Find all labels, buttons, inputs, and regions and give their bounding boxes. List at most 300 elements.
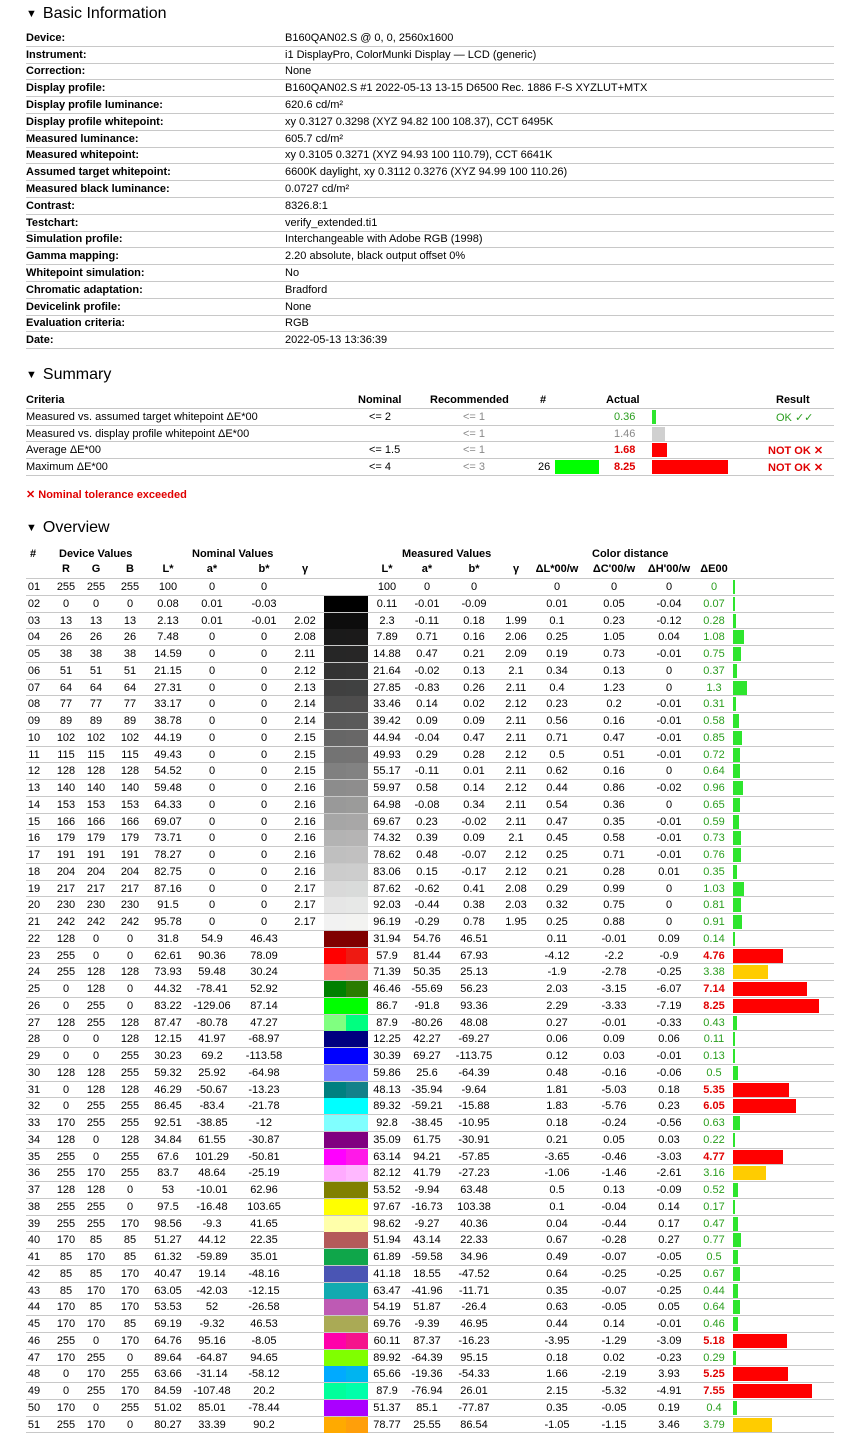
summary-heading[interactable]: ▼ Summary [26, 366, 112, 383]
measured-swatch [346, 864, 368, 880]
row-value: 128 [86, 1066, 106, 1079]
row-value: 94.21 [413, 1150, 441, 1163]
row-number: 25 [27, 983, 41, 995]
collapse-triangle-icon[interactable]: ▼ [26, 522, 37, 534]
row-number: 03 [27, 614, 41, 627]
row-value: 217 [86, 882, 106, 895]
row-value: 51.02 [154, 1401, 182, 1414]
overview-row [26, 780, 834, 797]
row-value: 0.16 [603, 715, 625, 727]
group-header-cell: Measured Values [402, 548, 492, 560]
row-value: 230 [86, 899, 106, 912]
row-value: 0.47 [603, 731, 625, 744]
row-value: 0.71 [546, 731, 568, 744]
row-value: 1.05 [603, 631, 625, 644]
row-value: 98.62 [373, 1217, 401, 1230]
row-value: 0 [208, 681, 216, 694]
row-value: 89.64 [154, 1351, 182, 1364]
row-value: 140 [56, 782, 76, 794]
column-header-cell: R [62, 563, 70, 575]
row-value: -13.23 [248, 1083, 280, 1096]
info-value: None [285, 65, 312, 78]
row-value: 18.55 [413, 1267, 441, 1280]
row-value: 0 [62, 1368, 70, 1381]
row-value: 0 [260, 581, 268, 593]
row-value: -0.09 [461, 597, 487, 610]
nominal-swatch [324, 864, 346, 880]
row-number: 42 [27, 1267, 41, 1280]
row-value: -12 [256, 1117, 272, 1129]
row-value: 13 [89, 614, 103, 627]
delta-bar [733, 664, 737, 678]
delta-bar [733, 982, 807, 996]
row-value: -16.48 [196, 1200, 228, 1213]
row-value: 44.32 [154, 983, 182, 995]
row-value: 40.47 [154, 1267, 182, 1280]
row-value: 191 [86, 849, 106, 861]
row-value: 67.6 [157, 1150, 179, 1163]
row-value: -0.33 [656, 1016, 682, 1029]
row-value: 85 [89, 1234, 103, 1247]
info-label: Measured luminance: [26, 132, 139, 145]
info-label: Testchart: [26, 216, 79, 229]
row-value: -8.05 [251, 1334, 277, 1347]
row-value: 0.37 [703, 664, 725, 677]
row-value: -129.06 [193, 999, 231, 1012]
delta-bar [733, 681, 747, 695]
row-value: 0.18 [546, 1351, 568, 1364]
info-value: i1 DisplayPro, ColorMunki Display — LCD (generic) [285, 48, 537, 61]
row-value: -0.06 [656, 1066, 682, 1079]
row-value: 255 [120, 1150, 140, 1163]
row-value: -0.01 [656, 648, 682, 660]
row-value: 85 [89, 1301, 103, 1314]
row-value: 128 [120, 1016, 140, 1029]
row-value: 0.02 [603, 1351, 625, 1364]
row-value: 128 [86, 1083, 106, 1096]
row-value: 85 [59, 1267, 73, 1280]
measured-swatch [346, 1400, 368, 1416]
column-header-cell: b* [468, 563, 480, 575]
row-value: 51.94 [373, 1234, 401, 1247]
row-value: 54.52 [154, 765, 182, 778]
row-value: 19.14 [198, 1267, 226, 1280]
row-value: 0 [92, 1050, 100, 1062]
row-value: 0.23 [658, 1100, 680, 1113]
row-value: -0.01 [656, 849, 682, 861]
row-value: 0.85 [703, 731, 725, 744]
row-number: 29 [27, 1050, 41, 1062]
row-value: -5.03 [601, 1083, 627, 1096]
row-value: 0.03 [603, 1050, 625, 1062]
row-value: 0.14 [463, 782, 485, 794]
row-value: 0 [260, 731, 268, 744]
row-value: 0 [260, 916, 268, 928]
row-value: -1.9 [547, 966, 567, 979]
row-value: 0 [423, 581, 431, 593]
row-value: 53.53 [154, 1301, 182, 1314]
measured-swatch [346, 1199, 368, 1215]
measured-swatch [346, 613, 368, 629]
row-value: -0.04 [656, 597, 682, 610]
row-value: -30.87 [248, 1133, 280, 1146]
row-value: 255 [86, 1016, 106, 1029]
row-value: -0.02 [656, 782, 682, 794]
info-label: Gamma mapping: [26, 250, 119, 263]
basic-info-heading[interactable]: ▼ Basic Information [26, 5, 167, 22]
measured-swatch [346, 1316, 368, 1332]
row-value: -0.23 [656, 1351, 682, 1364]
row-value: 21.64 [373, 664, 401, 677]
info-value: 6600K daylight, xy 0.3112 0.3276 (XYZ 94.99 100 110.26) [285, 166, 568, 179]
measured-swatch [346, 814, 368, 830]
row-value: 0.05 [603, 597, 625, 610]
info-row [26, 215, 834, 232]
summary-row [26, 442, 834, 459]
row-value: -47.52 [458, 1267, 490, 1280]
measured-swatch [346, 1417, 368, 1433]
row-value: 217 [120, 882, 140, 895]
collapse-triangle-icon[interactable]: ▼ [26, 8, 37, 20]
row-number: 51 [27, 1418, 41, 1431]
info-label: Correction: [26, 65, 86, 78]
row-value: -69.27 [458, 1033, 490, 1046]
row-value: -42.03 [196, 1284, 228, 1297]
delta-bar [733, 1183, 738, 1197]
row-value: 2.16 [294, 865, 316, 878]
delta-bar [733, 932, 735, 946]
overview-row [26, 897, 834, 914]
row-value: 0.01 [463, 765, 485, 778]
row-value: -12.15 [248, 1284, 280, 1297]
row-value: 170 [56, 1401, 76, 1414]
row-value: 64 [123, 681, 137, 694]
measured-swatch [346, 981, 368, 997]
row-value: 5.25 [703, 1368, 725, 1381]
row-value: 2.17 [294, 882, 316, 895]
overview-row [26, 1015, 834, 1032]
row-value: 30.23 [154, 1050, 182, 1062]
row-value: 0.35 [546, 1401, 568, 1414]
row-value: 0 [126, 1418, 134, 1431]
row-value: 59.48 [198, 966, 226, 979]
nominal-swatch [324, 1199, 346, 1215]
summary-header-cell: Nominal [358, 394, 402, 406]
nominal-swatch [324, 1048, 346, 1064]
overview-row [26, 1232, 834, 1249]
row-value: 255 [120, 1117, 140, 1129]
row-number: 22 [27, 932, 41, 945]
row-value: 86.45 [154, 1100, 182, 1113]
info-value: 2022-05-13 13:36:39 [285, 334, 388, 347]
delta-bar [733, 697, 736, 711]
delta-bar [733, 1150, 783, 1164]
row-value: 0 [260, 849, 268, 861]
delta-bar [733, 580, 735, 594]
row-value: 0 [126, 999, 134, 1012]
row-value: 230 [56, 899, 76, 912]
row-value: 59.86 [373, 1066, 401, 1079]
row-value: 255 [120, 1401, 140, 1414]
row-value: 2.1 [508, 664, 524, 677]
row-value: 128 [120, 1083, 140, 1096]
row-number: 16 [27, 832, 41, 845]
measured-swatch [346, 964, 368, 980]
overview-row [26, 596, 834, 613]
row-value: 13 [59, 614, 73, 627]
row-value: 4.76 [703, 949, 725, 962]
row-value: 3.38 [703, 966, 725, 979]
overview-row [26, 1350, 834, 1367]
measured-swatch [346, 998, 368, 1014]
row-value: 166 [120, 815, 140, 828]
summary-recommended: <= 1 [463, 444, 486, 457]
row-value: 128 [120, 765, 140, 778]
measured-swatch [346, 1132, 368, 1148]
row-value: 0.18 [658, 1083, 680, 1096]
row-value: 2.08 [294, 631, 316, 644]
row-number: 45 [27, 1318, 41, 1330]
row-value: 25.6 [416, 1066, 438, 1079]
nominal-swatch [324, 713, 346, 729]
row-value: 57.9 [376, 949, 398, 962]
row-value: -19.36 [411, 1368, 443, 1381]
measured-swatch [346, 596, 368, 612]
row-value: 2.15 [294, 765, 316, 778]
row-value: 102 [56, 731, 76, 744]
row-number: 46 [27, 1334, 41, 1347]
row-value: -16.73 [411, 1200, 443, 1213]
row-value: 0 [126, 983, 134, 995]
row-value: 2.15 [294, 748, 316, 761]
row-value: 2.11 [505, 815, 527, 828]
row-number: 41 [27, 1251, 41, 1263]
row-value: 61.75 [413, 1133, 441, 1146]
row-number: 21 [27, 916, 41, 928]
group-header-cell: Device Values [59, 548, 133, 560]
row-value: 255 [56, 966, 76, 979]
measured-swatch [346, 1232, 368, 1248]
row-value: 0.75 [603, 899, 625, 912]
overview-column-header [26, 562, 834, 579]
row-value: 230 [120, 899, 140, 912]
row-value: 0.58 [703, 715, 725, 727]
nominal-swatch [324, 613, 346, 629]
delta-bar [733, 1284, 738, 1298]
row-value: 0.48 [546, 1066, 568, 1079]
overview-row [26, 981, 834, 998]
row-value: 0.34 [546, 664, 568, 677]
row-value: 2.12 [505, 865, 527, 878]
row-value: 69.2 [201, 1050, 223, 1062]
row-value: 0.41 [463, 882, 485, 895]
info-value: B160QAN02.S #1 2022-05-13 13-15 D6500 Rec. 1886 F-S XYZLUT+MTX [285, 82, 648, 95]
info-label: Measured whitepoint: [26, 149, 140, 162]
row-value: 46.43 [250, 932, 278, 945]
row-value: 83.7 [157, 1167, 179, 1180]
row-number: 50 [27, 1401, 41, 1414]
row-value: 0.54 [546, 798, 568, 811]
row-value: 1.3 [706, 681, 722, 694]
row-value: 73.71 [154, 832, 182, 845]
measured-swatch [346, 797, 368, 813]
nominal-swatch [324, 847, 346, 863]
collapse-triangle-icon[interactable]: ▼ [26, 369, 37, 381]
row-number: 30 [27, 1066, 41, 1079]
row-value: 191 [56, 849, 76, 861]
row-value: 0.11 [703, 1033, 725, 1046]
summary-result: OK ✓✓ [776, 411, 814, 424]
row-value: 26 [59, 631, 73, 644]
row-value: 77 [123, 698, 137, 711]
row-value: -107.48 [193, 1385, 231, 1397]
delta-bar [733, 898, 741, 912]
row-value: 128 [86, 983, 106, 995]
measured-swatch [346, 1383, 368, 1399]
column-header-cell: L* [381, 563, 393, 575]
summary-criteria: Measured vs. display profile whitepoint ΔE*00 [26, 427, 250, 440]
delta-bar [733, 1116, 740, 1130]
row-value: 0.73 [603, 648, 625, 660]
info-row [26, 265, 834, 282]
row-value: 62.96 [250, 1184, 278, 1196]
measured-swatch [346, 1149, 368, 1165]
row-value: 153 [86, 798, 106, 811]
row-value: 0.73 [703, 832, 725, 845]
nominal-swatch [324, 1366, 346, 1382]
nominal-swatch [324, 1132, 346, 1148]
row-value: -0.05 [601, 1401, 627, 1414]
row-value: 5.18 [703, 1334, 725, 1347]
row-value: -68.97 [248, 1033, 280, 1046]
delta-bar [733, 1133, 735, 1147]
delta-bar [733, 882, 744, 896]
row-value: 115 [87, 748, 105, 761]
row-value: 166 [86, 815, 106, 828]
row-value: 69.67 [373, 815, 401, 828]
row-value: 85 [123, 1251, 137, 1263]
overview-heading[interactable]: ▼ Overview [26, 519, 110, 536]
row-number: 28 [27, 1033, 41, 1046]
row-value: 59.32 [154, 1066, 182, 1079]
row-value: 0 [126, 949, 134, 962]
nominal-swatch [324, 1098, 346, 1114]
row-value: -0.25 [601, 1267, 627, 1280]
row-value: -38.45 [411, 1117, 443, 1129]
row-value: 2.1 [508, 832, 524, 845]
row-value: 255 [120, 1167, 140, 1180]
row-value: -0.12 [656, 614, 682, 627]
column-header-cell: γ [301, 563, 309, 575]
row-value: 140 [86, 782, 106, 794]
row-value: 91.5 [157, 899, 179, 912]
row-value: -58.12 [248, 1368, 280, 1381]
row-value: 41.79 [413, 1167, 441, 1180]
overview-row [26, 864, 834, 881]
row-number: 19 [27, 882, 41, 895]
row-value: 0 [208, 865, 216, 878]
row-value: 0.23 [546, 698, 568, 711]
row-value: 2.12 [505, 698, 527, 711]
row-value: -0.29 [414, 916, 440, 928]
row-value: 0.62 [546, 765, 568, 778]
row-value: 8.25 [703, 999, 725, 1012]
measured-swatch [346, 1182, 368, 1198]
row-value: 0 [208, 782, 216, 794]
row-value: -0.24 [601, 1117, 627, 1129]
row-value: -0.62 [414, 882, 440, 895]
row-value: -0.25 [656, 1284, 682, 1297]
row-value: -0.02 [414, 664, 440, 677]
measured-swatch [346, 646, 368, 662]
row-value: 54.9 [201, 932, 223, 945]
row-value: 2.17 [294, 916, 316, 928]
info-label: Measured black luminance: [26, 183, 170, 196]
measured-swatch [346, 1216, 368, 1232]
row-value: 1.83 [546, 1100, 568, 1113]
row-value: 51 [123, 664, 137, 677]
row-value: 87.14 [250, 999, 278, 1012]
row-value: 0 [260, 765, 268, 778]
row-value: -9.39 [414, 1318, 440, 1330]
row-value: 48.64 [198, 1167, 226, 1180]
row-value: 3.46 [658, 1418, 680, 1431]
row-value: 0 [62, 1050, 70, 1062]
column-header-cell: b* [258, 563, 270, 575]
row-value: 128 [56, 765, 76, 778]
row-value: 95.78 [154, 916, 182, 928]
overview-row [26, 914, 834, 931]
row-value: -55.69 [411, 983, 443, 995]
row-value: 128 [56, 1133, 76, 1146]
row-value: 38 [59, 648, 73, 660]
row-value: 44.19 [154, 731, 182, 744]
row-value: 52 [205, 1301, 219, 1314]
row-value: 3.93 [658, 1368, 680, 1381]
row-value: 0 [62, 983, 70, 995]
measured-swatch [346, 1266, 368, 1282]
overview-row [26, 964, 834, 981]
summary-result: NOT OK ✕ [768, 462, 824, 475]
row-value: 84.59 [154, 1385, 182, 1397]
row-value: 170 [120, 1301, 140, 1314]
row-value: 0 [208, 715, 216, 727]
row-value: 128 [56, 1016, 76, 1029]
overview-row [26, 1400, 834, 1417]
row-value: 0 [665, 916, 673, 928]
row-value: 22.33 [460, 1234, 488, 1247]
summary-recommended: <= 1 [463, 427, 486, 440]
row-value: -57.85 [458, 1150, 490, 1163]
measured-swatch [346, 1283, 368, 1299]
measured-swatch [346, 747, 368, 763]
overview-table [26, 547, 834, 1433]
row-value: 255 [56, 1418, 76, 1431]
row-value: 170 [56, 1301, 76, 1314]
row-value: -50.81 [248, 1150, 280, 1163]
row-value: -9.64 [461, 1083, 487, 1096]
row-value: 170 [86, 1318, 106, 1330]
row-value: 0 [208, 664, 216, 677]
row-value: -0.03 [251, 597, 277, 610]
row-value: 69.19 [154, 1318, 182, 1330]
row-value: 30.39 [373, 1050, 401, 1062]
row-value: 27.85 [373, 681, 401, 694]
info-value: 620.6 cd/m² [285, 99, 344, 112]
delta-bar [733, 1367, 788, 1381]
row-value: 61.32 [154, 1251, 182, 1263]
row-value: 2.08 [505, 882, 527, 895]
